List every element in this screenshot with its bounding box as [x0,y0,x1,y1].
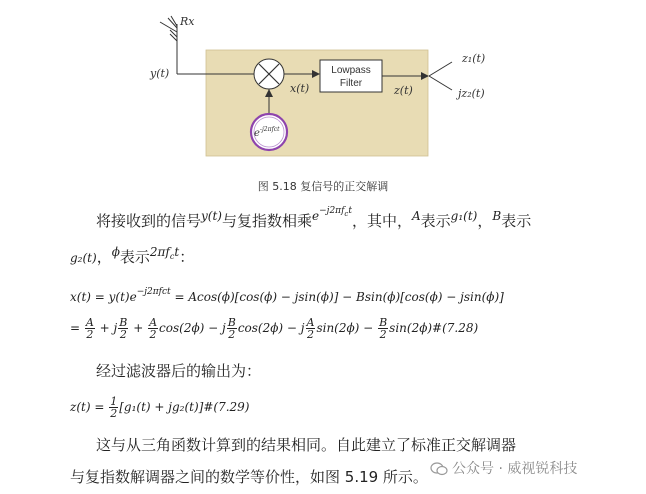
p2-text-3: ： [179,248,195,266]
p2-text-1: ， [96,248,112,266]
wechat-icon [430,462,448,476]
figure-caption: 图 5.18 复信号的正交解调 [257,180,389,193]
equation-2: = $\frac{A}{2}$ + j $\frac{B}{2}$ + $\frac{A}{2}$ cos(2ϕ) − j $\frac{B}{2}$ cos(2ϕ) − j $\frac{A}{2}$ sin(2ϕ) − $\frac{B}{2}$ sin(2ϕ)#(7.28) [70,316,479,341]
lpf-label-2: Filter [339,78,363,89]
paragraph-5: 与复指数解调器之间的数学等价性，如图 5.19 所示。 [70,468,428,486]
p2-g2: g₂(t) [70,251,97,265]
y-label: y(t) [150,67,170,80]
equation-1: $x(t) = y(t)e^{-j2\pi fct} = Acos(\phi)[\cos(\phi) - jsin(\phi)] - Bsin(\phi)[\cos(\phi) - jsin(\phi)]$ [70,287,504,304]
p1-B: B [492,209,502,223]
diagram-background [206,50,428,156]
p1-A: A [411,209,421,223]
equation-3: z(t) = $\frac{1}{2}$ [g₁(t) + jg₂(t)]#(7.29) [70,395,250,420]
p2-exp: 2πfct [149,245,180,261]
p1-text-6: 表示 [501,212,532,230]
rx-label: Rx [180,15,195,28]
paragraph-1 [96,206,532,231]
p2-phi: ϕ [111,245,120,259]
jz2-label: jz₂(t) [458,87,485,100]
p2-text-2: 表示 [119,248,150,266]
paragraph-2 [70,246,194,267]
p1-g1: g₁(t) [450,209,478,223]
oscillator-label: $e^{-j2\pi fct}$ [254,126,280,139]
lpf-label-1: Lowpass [331,65,371,76]
p1-text-2: 与复指数相乘 [221,212,312,230]
paragraph-3: 经过滤波器后的输出为： [96,362,262,380]
p1-text-1: 将接收到的信号 [96,212,202,230]
antenna-icon [160,16,177,74]
z1-label: z₁(t) [462,52,486,65]
watermark-text: 公众号 · 威视锐科技 [452,461,578,477]
paragraph-4: 这与从三角函数计算到的结果相同。自此建立了标准正交解调器 [96,436,517,454]
demodulator-diagram [140,2,510,162]
x-label: x(t) [290,82,310,95]
watermark [430,458,577,478]
mixer-icon [254,59,284,89]
z-label: z(t) [394,84,413,97]
p1-text-4: 表示 [420,212,451,230]
p1-text-5: ， [477,212,493,230]
p1-y: y(t) [201,209,222,223]
p1-text-3: ，其中， [351,212,412,230]
p1-exp: e−j2πfct [312,206,352,223]
